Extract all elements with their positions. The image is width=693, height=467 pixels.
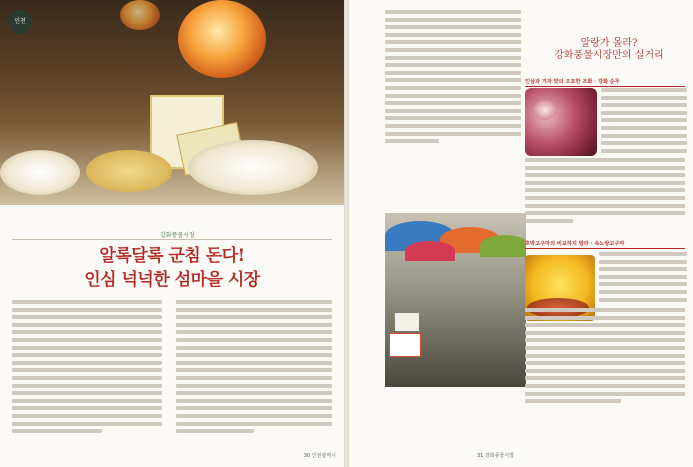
page-number: 31	[477, 453, 484, 459]
divider	[525, 86, 685, 87]
lantern-icon	[120, 0, 160, 30]
divider	[12, 239, 332, 240]
rice-cake-tray	[188, 140, 318, 195]
lantern-icon	[178, 0, 266, 78]
crate	[395, 313, 419, 331]
market-stall-photo	[0, 0, 344, 205]
turnip-highlight	[533, 100, 557, 120]
sub-heading: 인삼과 겨자 맛의 오묘한 조화 · 강화 순무	[525, 79, 620, 85]
left-page	[0, 0, 344, 467]
divider	[525, 248, 685, 249]
headline: 알랑가 몰라?	[580, 38, 638, 49]
rice-cake-tray	[86, 150, 172, 192]
crate	[389, 333, 421, 357]
page-footer	[477, 452, 514, 459]
region-tag: 인천	[8, 10, 32, 34]
body-text	[525, 308, 685, 407]
section-tag: 강화풍물시장	[160, 232, 195, 239]
page-number: 30	[303, 453, 311, 459]
umbrella-icon	[405, 241, 455, 261]
right-page	[349, 0, 693, 467]
rice-cake-tray	[0, 150, 80, 195]
page-footer	[304, 452, 336, 459]
market-street-photo	[385, 213, 526, 387]
umbrella-icon	[480, 235, 526, 257]
headline: 알록달록 군침 돈다!	[99, 246, 245, 266]
body-text	[599, 252, 687, 305]
headline: 인심 넉넉한 섬마을 시장	[84, 270, 260, 290]
page-label: 인천광역시	[311, 453, 336, 459]
headline: 강화풍물시장만의 실거리	[554, 50, 664, 61]
body-text	[525, 158, 685, 226]
body-text	[385, 10, 521, 147]
body-text	[601, 88, 687, 156]
page-label: 강화풍물시장	[484, 453, 514, 459]
body-text	[176, 300, 332, 437]
sub-heading: 호박고구마의 비교하지 말라 · 속노랑고구마	[525, 241, 625, 247]
body-text	[12, 300, 162, 437]
turnip-photo	[525, 88, 597, 156]
